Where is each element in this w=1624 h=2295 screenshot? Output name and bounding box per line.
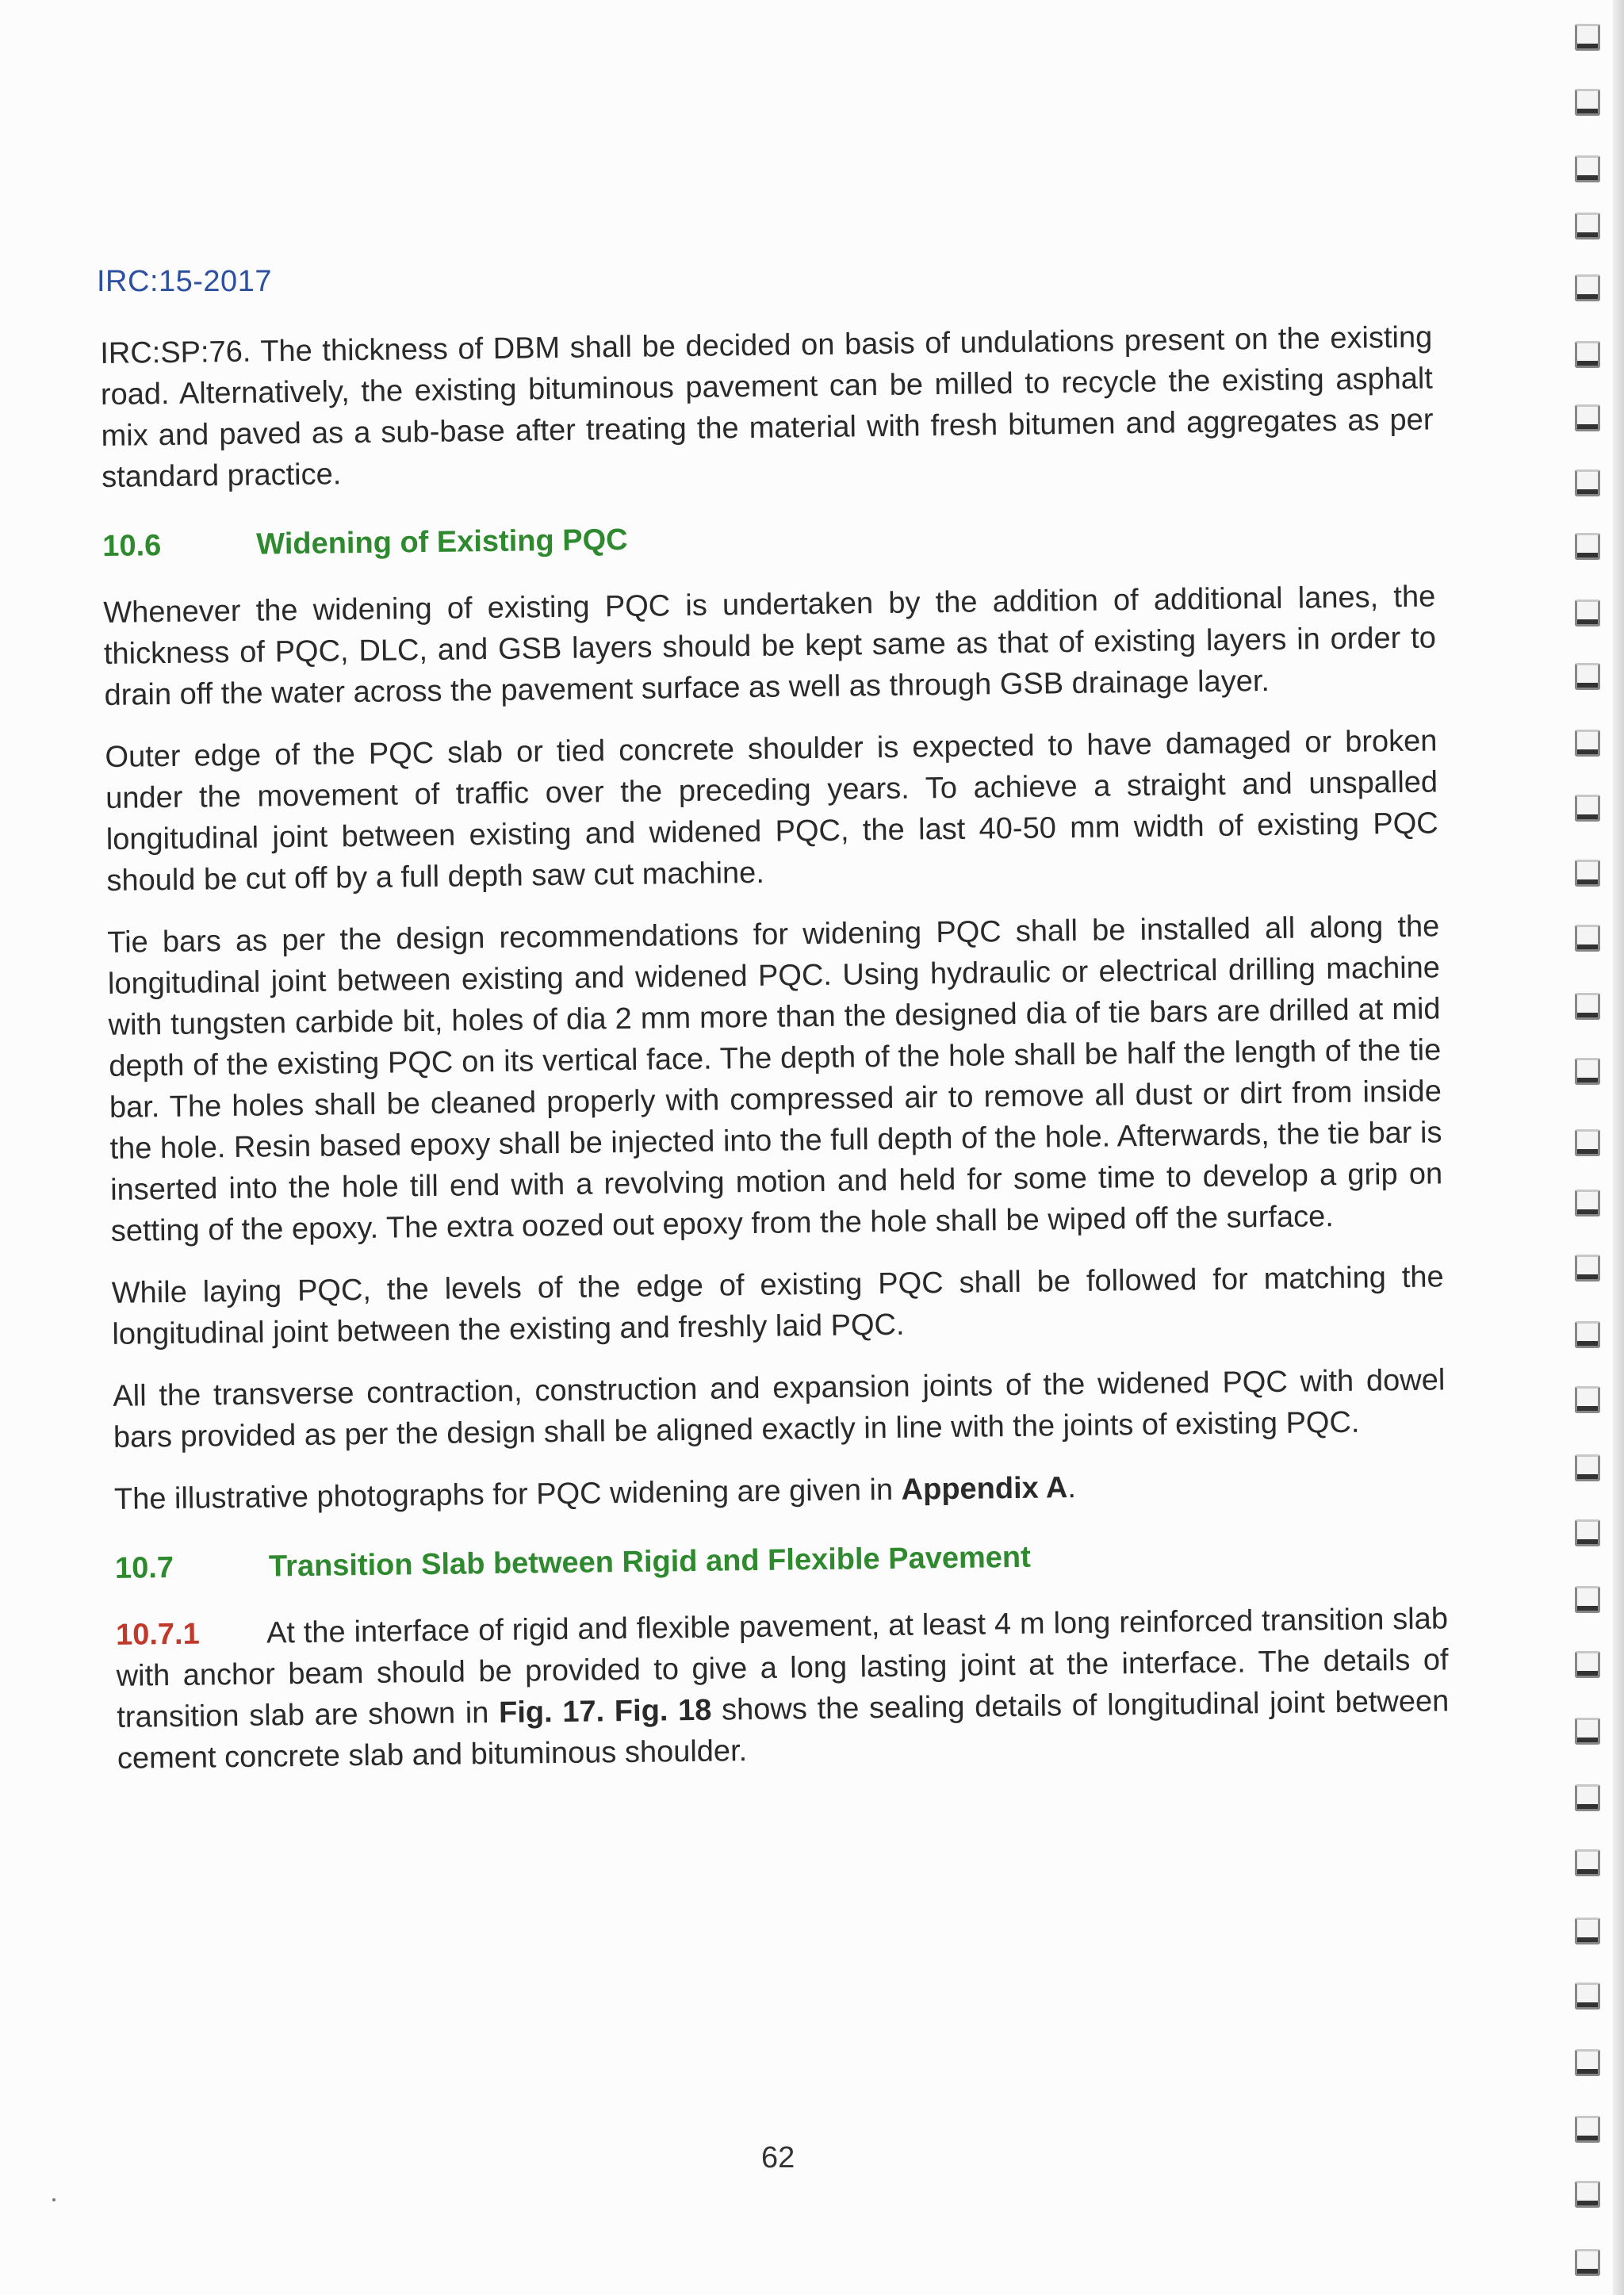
binding-ring [1575,663,1600,690]
binding-ring [1575,600,1600,626]
binding-ring [1575,404,1600,431]
binding-ring [1575,469,1600,496]
binding-ring [1575,795,1600,822]
appendix-period: . [1067,1471,1077,1505]
appendix-link: Appendix A [901,1471,1068,1507]
body-paragraph: While laying PQC, the levels of the edge of existing PQC shall be followed for matching the longitudinal joint between the existing and freshly laid PQC. [111,1260,1444,1351]
binding-ring [1575,860,1600,887]
page-body [100,316,1450,1799]
binding-ring [1575,533,1600,560]
figure-separator: . [596,1695,615,1729]
subsection-text: shows the sealing details of longitudinal joint between cement concrete slab and bituminous shoulder. [117,1684,1450,1776]
body-paragraph: Outer edge of the PQC slab or tied concrete shoulder is expected to have damaged or broken under the movement of traffic over the preceding years. To achieve a straight and unspalled longitudinal joint between existing and widened PQC, the last 40-50 mm width of existing PQC should be cut off by a full depth saw cut machine. [105,724,1438,898]
binding-ring [1575,1586,1600,1613]
binding-ring [1575,1321,1600,1348]
binding-ring [1575,1255,1600,1282]
binding-ring [1575,1918,1600,1944]
binding-edge [1613,0,1624,2295]
binding-ring [1575,24,1600,51]
binding-ring [1575,341,1600,368]
running-header: IRC:15-2017 [97,265,272,298]
binding-ring [1575,993,1600,1020]
binding-ring [1575,2116,1600,2143]
appendix-text: The illustrative photographs for PQC widening are given in [113,1473,902,1516]
section-title: Widening of Existing PQC [256,523,628,561]
binding-ring [1575,213,1600,239]
binding-ring [1575,730,1600,757]
body-paragraph: Tie bars as per the design recommendations for widening PQC shall be installed all along the longitudinal joint between existing and widened PQC. Using hydraulic or electrical drilling machine with tungsten carbide bit, holes of dia 2 mm more than the designed dia of tie bars are drilled at mid depth of the existing PQC on its vertical face. The depth of the hole shall be half the length of the tie bar. The holes shall be cleaned properly with compressed air to remove all dust or dirt from inside the hole. Resin based epoxy shall be injected into the full depth of the hole. Afterwards, the tie bar is inserted into the hole till end with a revolving motion and held for some time to develop a grip on setting of the epoxy. The extra oozed out epoxy from the hole shall be wiped off the surface. [107,910,1443,1248]
binding-ring [1575,2249,1600,2276]
subsection-text: At the interface of rigid and flexible pavement, at least 4 m long reinforced transition slab with anchor beam should be provided to give a long lasting joint at the interface. The details of transition slab are shown in [116,1602,1449,1734]
binding-ring [1575,2049,1600,2076]
section-number: 10.6 [102,529,162,563]
intro-paragraph: IRC:SP:76. The thickness of DBM shall be decided on basis of undulations present on the existing road. Alternatively, the existing bituminous pavement can be milled to recycle the existing asphalt mix and paved as a sub-base after treating the material with fresh bitumen and aggregates as per standard practice. [100,320,1434,494]
page-number: 62 [761,2141,795,2174]
body-paragraph: All the transverse contraction, construction and expansion joints of the widened PQC with dowel bars provided as per the design shall be aligned exactly in line with the joints of existing PQC. [113,1363,1446,1454]
section-number: 10.7 [114,1550,174,1585]
spiral-binding [1553,0,1624,2295]
binding-ring [1575,1519,1600,1546]
binding-ring [1575,274,1600,301]
binding-ring [1575,1190,1600,1216]
binding-ring [1575,1386,1600,1413]
binding-ring [1575,155,1600,182]
binding-ring [1575,1651,1600,1678]
binding-ring [1575,1849,1600,1876]
subsection-paragraph-10-7-1 [116,1598,1450,1780]
subsection-number: 10.7.1 [115,1617,200,1652]
section-heading-10-7 [115,1535,1447,1586]
binding-ring [1575,1454,1600,1481]
binding-ring [1575,89,1600,116]
section-heading-10-6 [102,513,1434,564]
binding-ring [1575,1129,1600,1156]
binding-ring [1575,1784,1600,1811]
binding-ring [1575,2181,1600,2208]
binding-ring [1575,1983,1600,2010]
binding-ring [1575,925,1600,952]
binding-ring [1575,1718,1600,1745]
section-title: Transition Slab between Rigid and Flexible Pavement [268,1540,1031,1584]
binding-ring [1575,1058,1600,1085]
figure-reference: Fig. 18 [614,1693,712,1729]
scan-speck [52,2198,56,2201]
appendix-reference-paragraph [114,1462,1447,1520]
body-paragraph: Whenever the widening of existing PQC is undertaken by the addition of additional lanes, the thickness of PQC, DLC, and GSB layers should be kept same as that of existing layers in order to drain off the water across the pavement surface as well as through GSB drainage layer. [103,580,1437,712]
figure-reference: Fig. 17 [498,1695,596,1730]
